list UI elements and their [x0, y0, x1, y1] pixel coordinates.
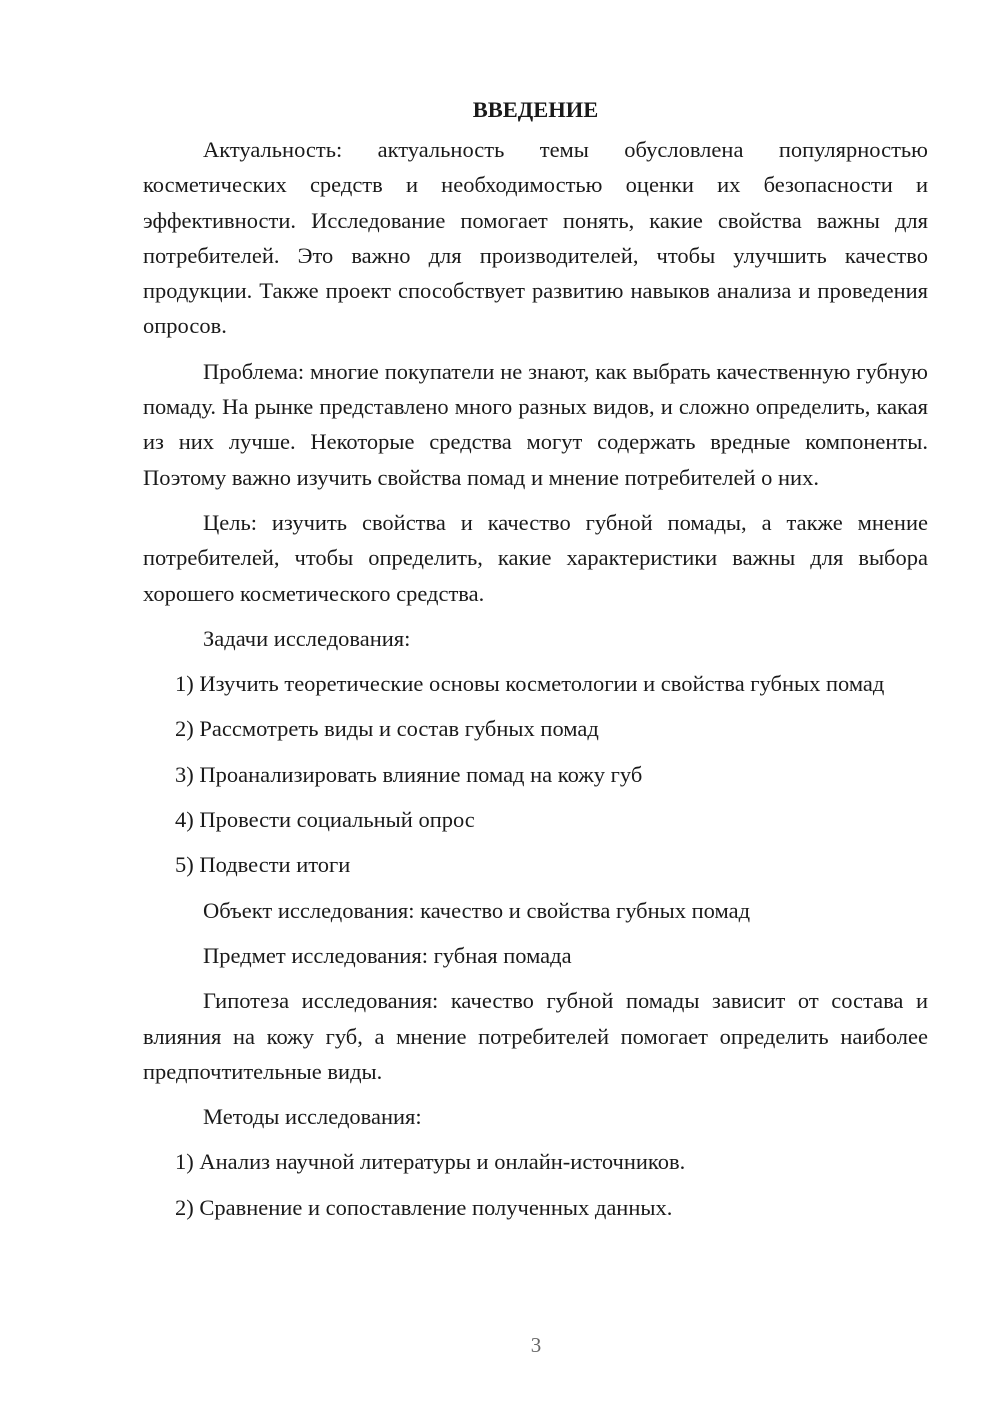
- page-number: 3: [530, 1333, 542, 1357]
- task-item-2: 2) Рассмотреть виды и состав губных помад: [175, 716, 599, 742]
- method-item-2: 2) Сравнение и сопоставление полученных данных.: [175, 1194, 673, 1220]
- task-item-1: 1) Изучить теоретические основы косметологии и свойства губных помад: [175, 671, 885, 697]
- task-item-5: 5) Подвести итоги: [175, 852, 351, 878]
- relevance-paragraph: Актуальность: актуальность темы обусловлена популярностью косметических средств и необходимостью оценки их безопасности и эффективности. Исследование помогает понять, какие свойства важны для потребителей. Это важно для производителей, чтобы улучшить качество продукции. Также проект способствует развитию навыков анализа и проведения опросов.: [143, 137, 928, 339]
- problem-paragraph: Проблема: многие покупатели не знают, как выбрать качественную губную помаду. На рынке представлено много разных видов, и сложно определить, какая из них лучше. Некоторые средства могут содержать вредные компоненты. Поэтому важно изучить свойства помад и мнение потребителей о них.: [143, 358, 928, 490]
- methods-title: Методы исследования:: [203, 1104, 422, 1130]
- research-subject: Предмет исследования: губная помада: [203, 942, 572, 968]
- research-object: Объект исследования: качество и свойства губных помад: [203, 897, 751, 923]
- hypothesis-paragraph: Гипотеза исследования: качество губной помады зависит от состава и влияния на кожу губ, а мнение потребителей помогает определить наиболее предпочтительные виды.: [143, 988, 928, 1084]
- tasks-title: Задачи исследования:: [203, 625, 411, 651]
- task-item-3: 3) Проанализировать влияние помад на кожу губ: [175, 761, 643, 787]
- section-heading: ВВЕДЕНИЕ: [472, 97, 599, 122]
- method-item-1: 1) Анализ научной литературы и онлайн-источников.: [175, 1149, 686, 1175]
- goal-paragraph: Цель: изучить свойства и качество губной помады, а также мнение потребителей, чтобы определить, какие характеристики важны для выбора хорошего косметического средства.: [143, 509, 928, 606]
- task-item-4: 4) Провести социальный опрос: [175, 807, 475, 833]
- document-page: [143, 92, 928, 1235]
